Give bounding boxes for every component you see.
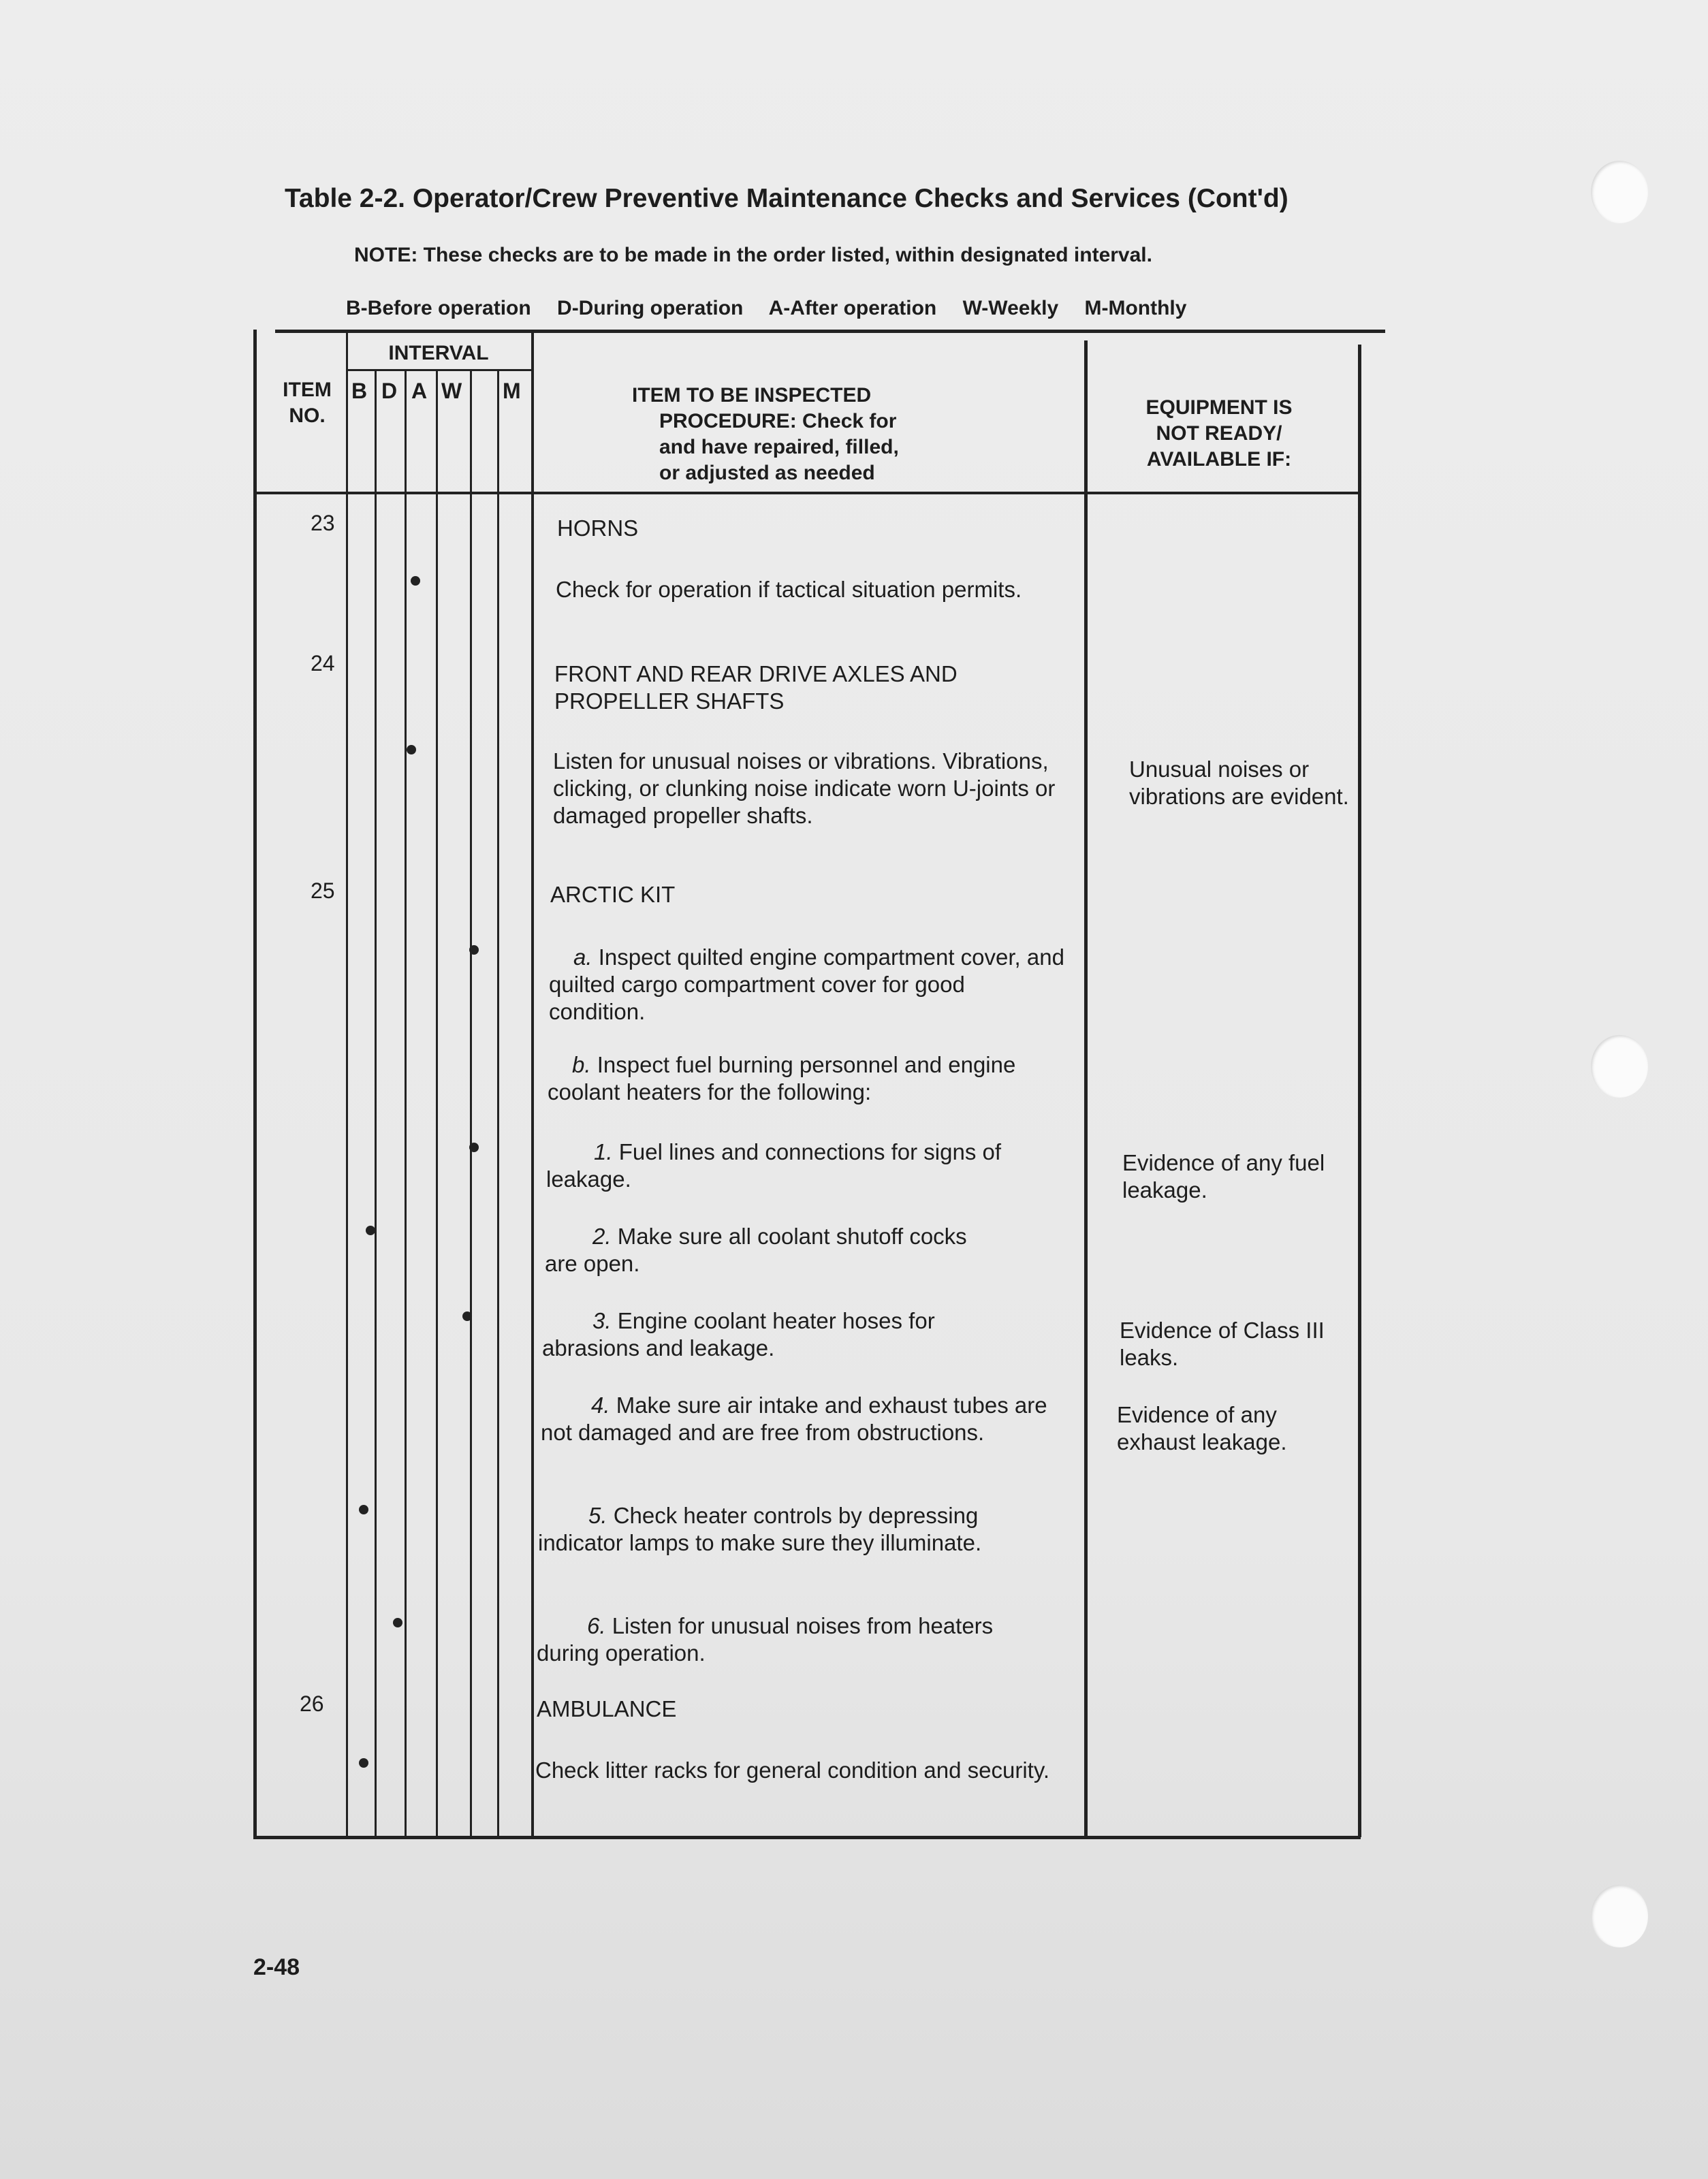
interval-dot-25b1 [469, 1143, 479, 1152]
header-item-line2: NO. [289, 404, 326, 427]
interval-col-b: B [351, 379, 368, 403]
sub-item-3-not-ready: Evidence of Class III leaks. [1120, 1318, 1325, 1370]
legend-monthly: M-Monthly [1084, 297, 1187, 319]
interval-col-w: W [441, 379, 462, 403]
sub-item-1-not-ready: Evidence of any fuel leakage. [1122, 1150, 1325, 1203]
sub-item-3-marker: 3. [592, 1308, 612, 1333]
sub-item-6-marker: 6. [587, 1613, 606, 1638]
interval-col-a: A [411, 379, 428, 403]
sub-item-5-body: Check heater controls by depressing indicator lamps to make sure they illuminate. [538, 1503, 982, 1555]
sub-item-1-body: Fuel lines and connections for signs of leakage. [546, 1139, 1002, 1192]
row-24-heading: FRONT AND REAR DRIVE AXLES AND PROPELLER SHAFTS [554, 661, 958, 714]
sub-item-2 [545, 1223, 987, 1277]
page-number: 2-48 [253, 1954, 300, 1980]
header-divider [253, 492, 1361, 494]
sub-item-6-body: Listen for unusual noises from heaters during operation. [537, 1613, 994, 1666]
interval-dot-26 [359, 1758, 368, 1768]
table-left-border [253, 330, 257, 1837]
interval-dot-23 [411, 576, 420, 586]
legend-after: A-After operation [768, 297, 937, 319]
sub-item-1-marker: 1. [594, 1139, 613, 1164]
interval-col-m: M [503, 379, 521, 403]
header-equipment [1117, 395, 1321, 473]
table-top-border [275, 330, 1385, 333]
interval-col-line-2 [405, 369, 407, 1837]
interval-dot-25a [469, 945, 479, 955]
row-24-not-ready: Unusual noises or vibrations are evident. [1129, 757, 1349, 809]
interval-dot-25b6 [393, 1618, 402, 1627]
header-procedure [632, 383, 899, 486]
header-item-line1: ITEM [283, 379, 332, 401]
sub-item-5-marker: 5. [588, 1503, 607, 1528]
sub-item-5 [538, 1502, 1056, 1557]
sub-item-2-marker: 2. [592, 1224, 612, 1249]
row-25b-text [548, 1051, 1065, 1106]
interval-col-line-3 [436, 369, 438, 1837]
punch-hole-top [1591, 161, 1648, 223]
table-note: NOTE: These checks are to be made in the order listed, within designated interval. [354, 244, 1152, 266]
header-procedure-line4: or adjusted as needed [659, 462, 875, 484]
item-number-26: 26 [300, 1691, 324, 1716]
punch-hole-middle [1591, 1035, 1648, 1098]
legend-during: D-During operation [557, 297, 744, 319]
sub-item-6 [537, 1612, 1013, 1667]
sub-item-4-not-ready: Evidence of any exhaust leakage. [1117, 1402, 1287, 1454]
sub-item-4 [541, 1392, 1058, 1446]
sub-item-4-body: Make sure air intake and exhaust tubes are not damaged and are free from obstructions. [541, 1393, 1047, 1445]
interval-dot-25b2 [366, 1226, 375, 1235]
equipment-col-line [1084, 340, 1088, 1837]
row-24-text: Listen for unusual noises or vibrations. Vibrations, clicking, or clunking noise indicate worn U-joints or damaged propeller shafts. [553, 748, 1056, 828]
header-interval: INTERVAL [388, 342, 489, 364]
row-25-heading: ARCTIC KIT [550, 882, 676, 907]
header-equipment-line1: EQUIPMENT IS [1145, 396, 1293, 419]
interval-col-line-1 [375, 369, 377, 1837]
interval-dot-25b3 [462, 1311, 472, 1321]
header-equipment-line2: NOT READY/ [1156, 422, 1282, 445]
legend-before: B-Before operation [346, 297, 531, 319]
punch-hole-bottom [1591, 1885, 1648, 1947]
row-23-text: Check for operation if tactical situation permits. [556, 577, 1022, 602]
interval-col-line-6 [531, 330, 534, 1837]
item-number-24: 24 [311, 651, 335, 675]
interval-dot-25b5 [359, 1505, 368, 1514]
interval-dot-24 [407, 745, 416, 754]
row-25b-marker: b. [572, 1052, 591, 1077]
interval-col-line-0 [346, 330, 348, 1837]
row-25b-body: Inspect fuel burning personnel and engine coolant heaters for the following: [548, 1052, 1016, 1104]
interval-col-line-4 [470, 369, 472, 1837]
row-23-heading: HORNS [557, 515, 639, 541]
row-25a-marker: a. [573, 944, 592, 970]
item-number-23: 23 [311, 511, 335, 535]
row-25a-body: Inspect quilted engine compartment cover, and quilted cargo compartment cover for good condition. [549, 944, 1064, 1024]
interval-subheader-line [346, 369, 531, 371]
table-bottom-border [253, 1836, 1361, 1839]
header-procedure-line3: and have repaired, filled, [659, 436, 899, 458]
interval-col-d: D [381, 379, 398, 403]
interval-col-line-5 [497, 369, 499, 1837]
header-equipment-line3: AVAILABLE IF: [1146, 448, 1292, 471]
header-procedure-line2: PROCEDURE: Check for [659, 410, 897, 432]
row-26-heading: AMBULANCE [537, 1696, 677, 1721]
sub-item-2-body: Make sure all coolant shutoff cocks are open. [545, 1224, 967, 1276]
sub-item-1 [546, 1139, 1023, 1193]
table-right-border [1358, 345, 1361, 1837]
sub-item-3-body: Engine coolant heater hoses for abrasions and leakage. [542, 1308, 935, 1361]
interval-legend [346, 297, 1207, 320]
header-item-no [270, 377, 345, 429]
item-number-25: 25 [311, 878, 335, 903]
row-26-text: Check litter racks for general condition and security. [535, 1757, 1050, 1783]
legend-weekly: W-Weekly [962, 297, 1059, 319]
sub-item-3 [542, 1307, 1032, 1362]
row-25a-text [549, 944, 1066, 1025]
table-title: Table 2-2. Operator/Crew Preventive Maintenance Checks and Services (Cont'd) [285, 184, 1288, 213]
sub-item-4-marker: 4. [591, 1393, 610, 1418]
header-procedure-line1: ITEM TO BE INSPECTED [632, 384, 872, 407]
